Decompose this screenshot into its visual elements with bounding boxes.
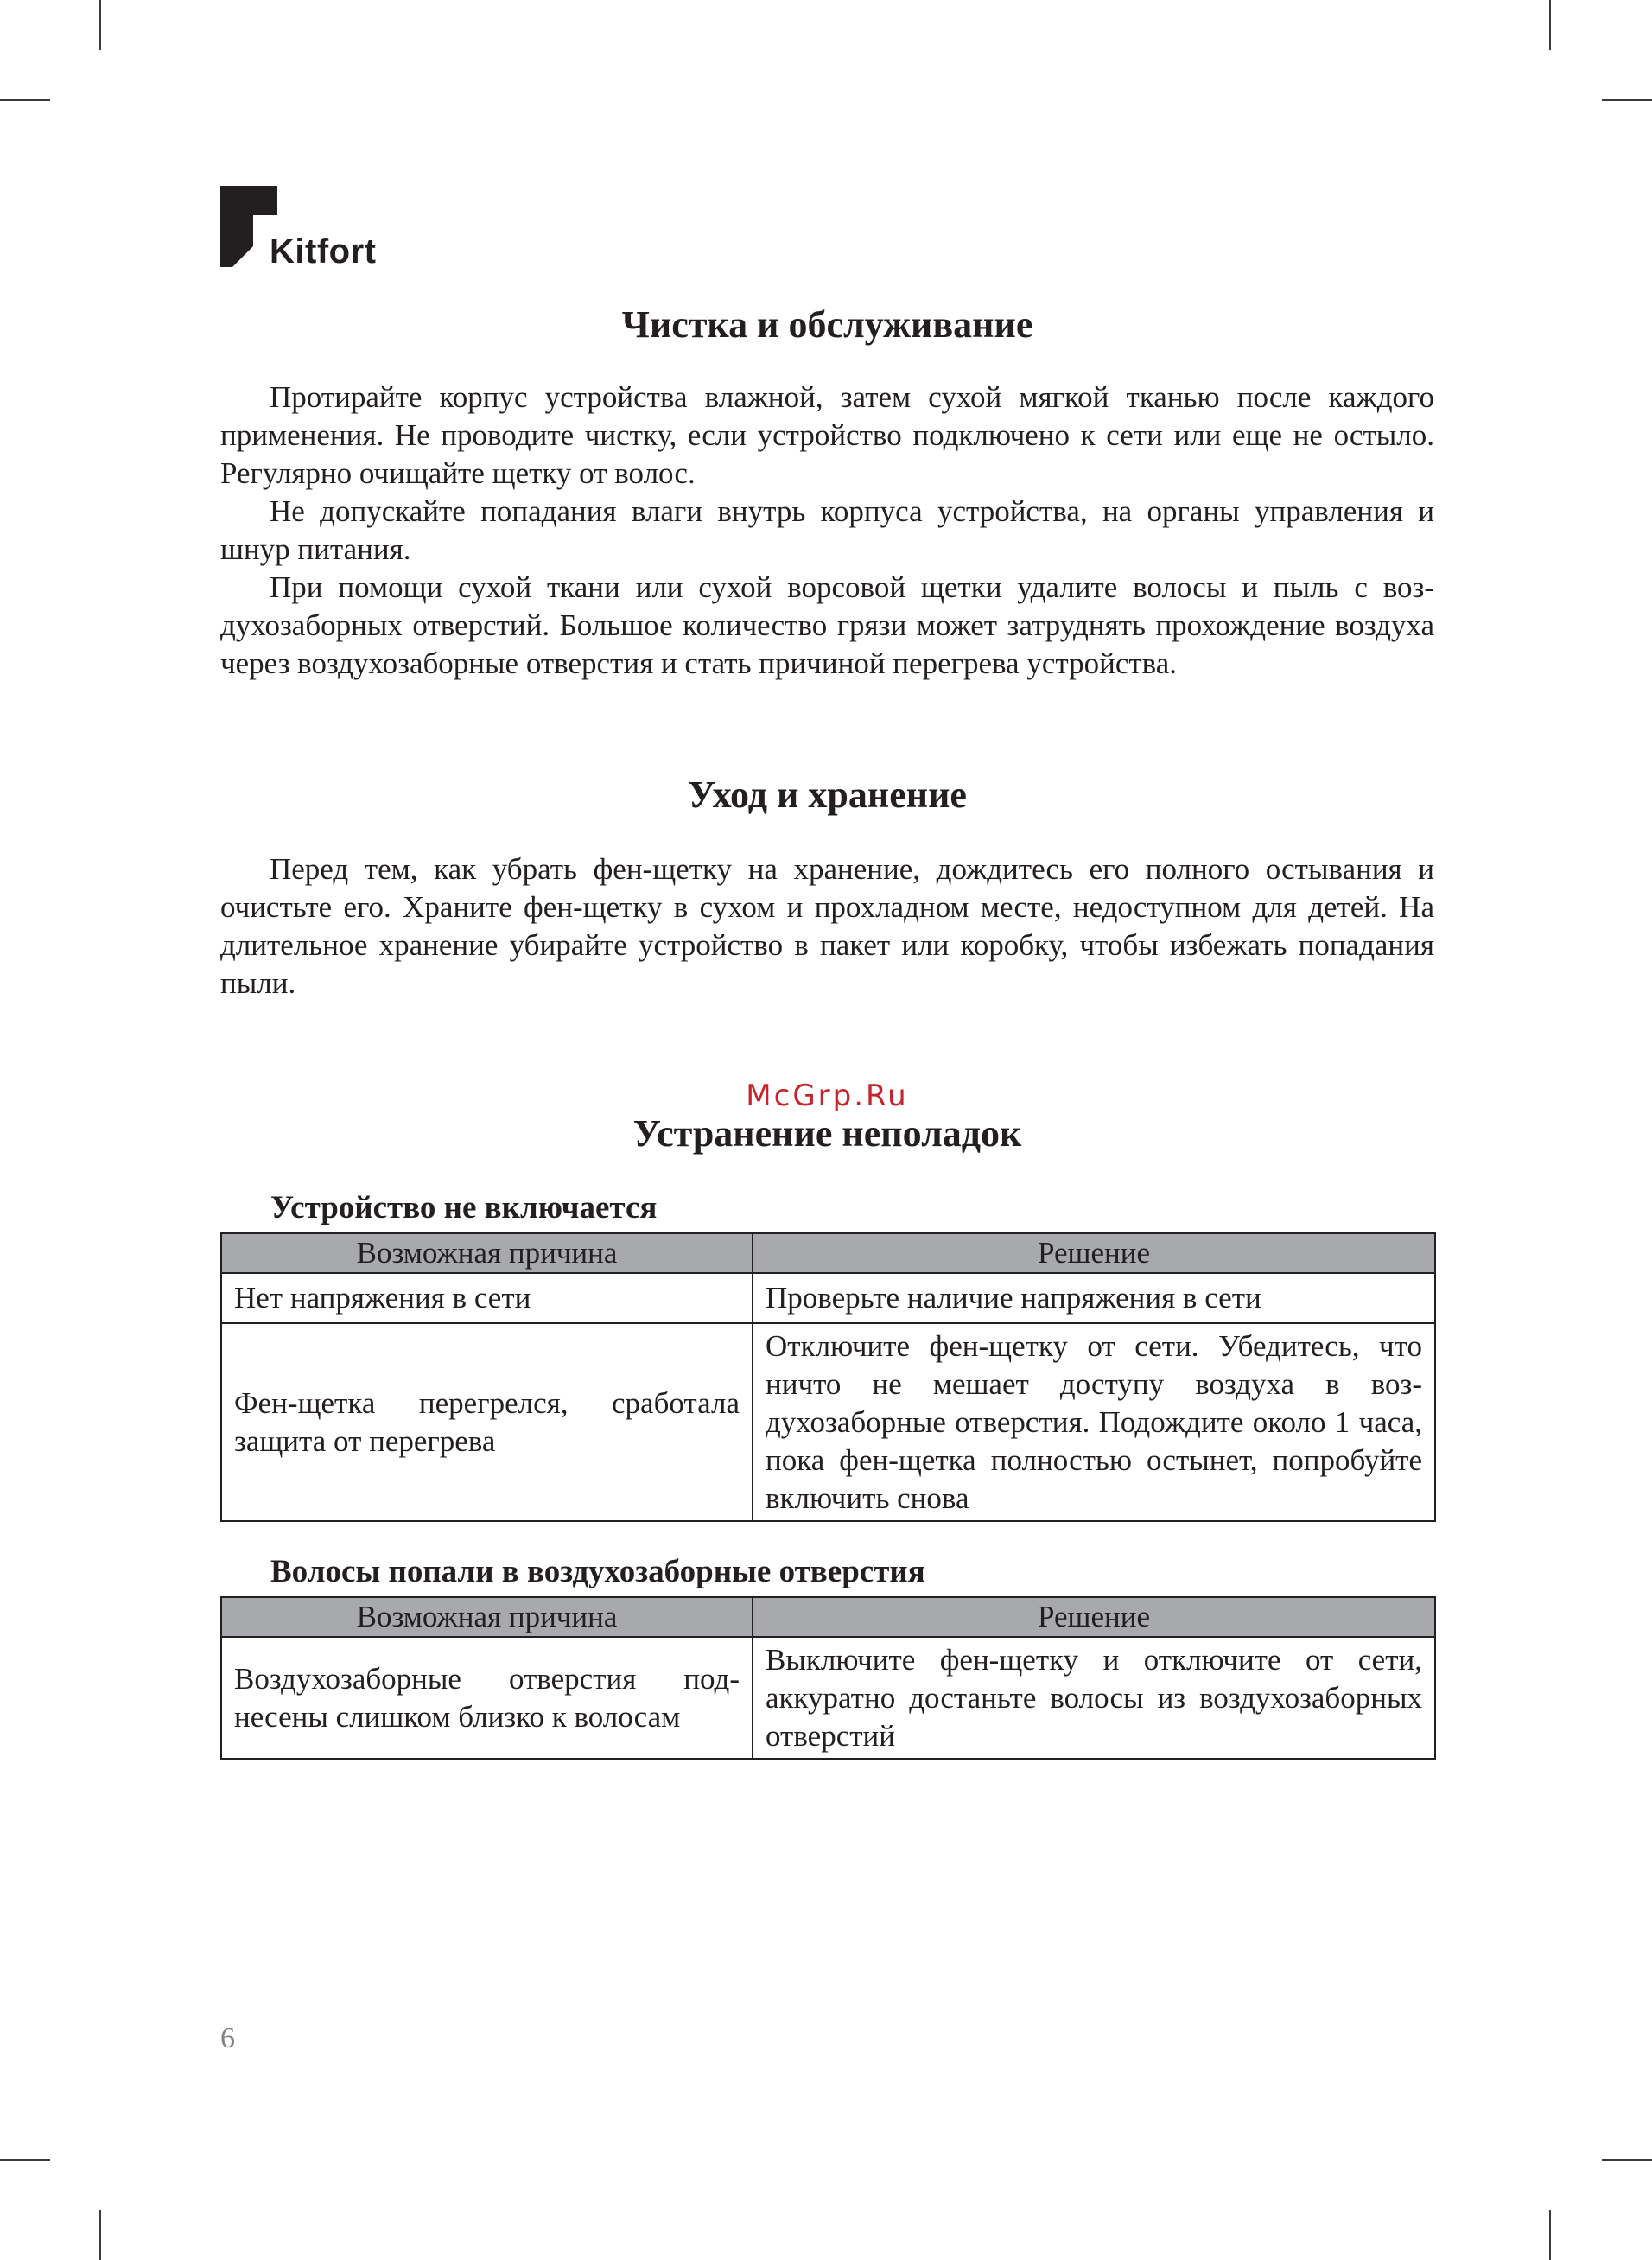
page-number: 6 xyxy=(220,2022,235,2054)
cleaning-paragraph: Не допускайте попадания влаги внутрь корпуса устройства, на органы управления и шнур питания. xyxy=(220,494,1434,566)
crop-mark-bottom-right xyxy=(1549,2210,1551,2260)
table-heading: Устройство не включается xyxy=(270,1190,658,1225)
solution-cell: Выключите фен-щетку и отключите от сети, аккуратно достаньте волосы из воздухозаборных отверстий xyxy=(753,1637,1435,1759)
storage-title: Уход и хранение xyxy=(688,773,967,816)
kitfort-logo xyxy=(220,186,393,272)
cause-cell: Фен-щетка перегрелся, сработала защита от перегрева xyxy=(221,1323,753,1521)
cause-cell: Воздухозаборные отверстия поднесены слишком близко к волосам xyxy=(221,1637,753,1759)
cause-cell: Нет напряжения в сети xyxy=(221,1273,753,1323)
cleaning-paragraph: Протирайте корпус устройства влажной, затем сухой мягкой тканью после каждого применения. Не проводите чистку, если устройство подключено к сети или еще не остыло. Регулярно очищайте щетку от волос. xyxy=(220,380,1434,490)
column-header-solution: Решение xyxy=(753,1233,1435,1273)
cleaning-title: Чистка и обслуживание xyxy=(621,303,1033,346)
table-header-row xyxy=(221,1597,1435,1637)
table-heading: Волосы попали в воздухозаборные отверстия xyxy=(270,1554,925,1589)
logo-wordmark: Kitfort xyxy=(270,232,377,271)
column-header-cause: Возможная причина xyxy=(221,1233,753,1273)
troubleshooting-table-2 xyxy=(220,1596,1436,1760)
crop-mark-top-left xyxy=(99,0,101,50)
crop-mark-top-left-h xyxy=(0,99,50,101)
storage-paragraph: Перед тем, как убрать фен-щетку на хранение, дождитесь его полного остывания и очистьте его. Храните фен-щетку в сухом и прохладном месте, недоступном для детей. На длительное хранение убирайте устройство в пакет или коробку, чтобы избежать попадания пыли. xyxy=(220,852,1434,1000)
page-content xyxy=(220,302,1434,1760)
table-row xyxy=(221,1273,1435,1323)
crop-mark-bottom-left xyxy=(99,2210,101,2260)
solution-cell: Отключите фен-щетку от сети. Убедитесь, что ничто не мешает доступу воздуха в воздухозаборные отверстия. Подождите около 1 часа, пока фен-щетка полностью остынет, попробуйте включить снова xyxy=(753,1323,1435,1521)
column-header-cause: Возможная причина xyxy=(221,1597,753,1637)
cleaning-paragraphs xyxy=(220,379,1434,683)
column-header-solution: Решение xyxy=(753,1597,1435,1637)
table-header-row xyxy=(221,1233,1435,1273)
solution-cell: Проверьте наличие напряжения в сети xyxy=(753,1273,1435,1323)
crop-mark-top-right xyxy=(1549,0,1551,50)
troubleshooting-title: Устранение неполадок xyxy=(632,1112,1022,1155)
table-row xyxy=(221,1323,1435,1521)
crop-mark-bottom-left-h xyxy=(0,2159,50,2161)
cleaning-paragraph: При помощи сухой ткани или сухой ворсовой щетки удалите волосы и пыль с воздухозаборных отверстий. Большое количество грязи может затруднять прохождение воздуха через воздухозаборные отверстия и стать причиной перегрева устройства. xyxy=(220,570,1434,680)
troubleshooting-table-1 xyxy=(220,1232,1436,1522)
watermark: McGrp.Ru xyxy=(746,1079,909,1113)
crop-mark-bottom-right-h xyxy=(1602,2159,1652,2161)
table-row xyxy=(221,1637,1435,1759)
crop-mark-top-right-h xyxy=(1602,99,1652,101)
storage-paragraphs xyxy=(220,850,1434,1003)
